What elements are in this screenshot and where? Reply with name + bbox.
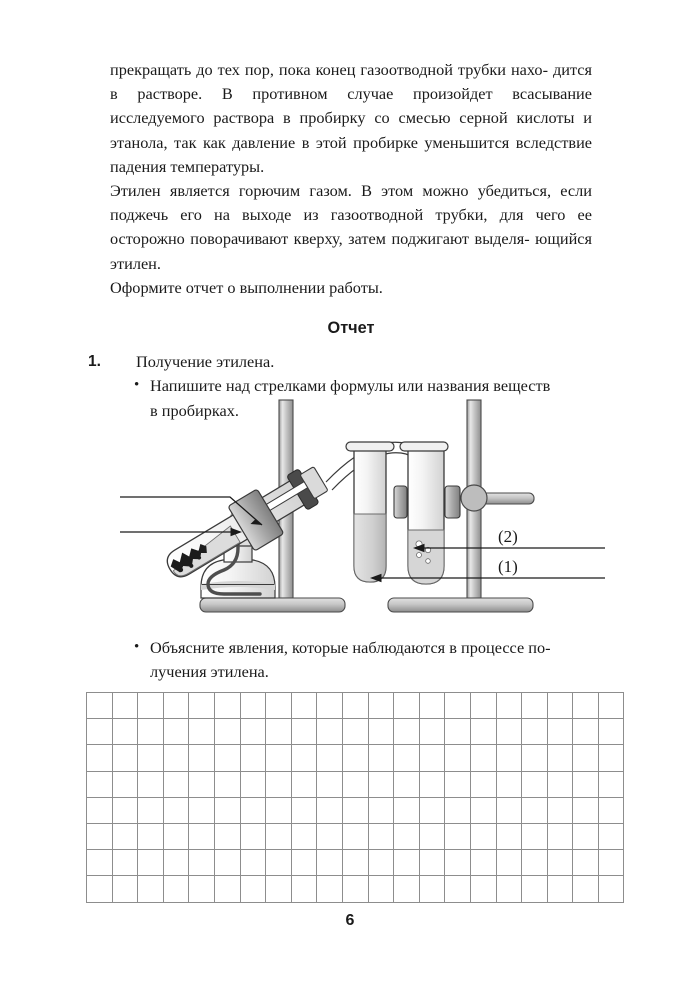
answer-grid-cell[interactable] [112, 693, 138, 719]
answer-grid-cell[interactable] [522, 693, 548, 719]
answer-grid-cell[interactable] [189, 719, 215, 745]
answer-grid-cell[interactable] [163, 693, 189, 719]
answer-grid-cell[interactable] [138, 771, 164, 797]
answer-grid-cell[interactable] [470, 771, 496, 797]
answer-grid-cell[interactable] [317, 823, 343, 849]
answer-grid-cell[interactable] [291, 693, 317, 719]
collection-test-tube [346, 442, 394, 582]
answer-grid-cell[interactable] [240, 745, 266, 771]
answer-grid-cell[interactable] [291, 719, 317, 745]
task-1-bullet-1-line-2: в пробирках. [150, 400, 239, 420]
answer-grid-cell[interactable] [291, 745, 317, 771]
answer-grid-cell[interactable] [445, 797, 471, 823]
answer-grid-row [87, 823, 624, 849]
answer-grid-cell[interactable] [573, 797, 599, 823]
answer-grid-cell[interactable] [496, 850, 522, 876]
answer-grid-cell[interactable] [342, 797, 368, 823]
answer-grid-cell[interactable] [291, 771, 317, 797]
paragraph-1-line-4: и этанола, так как давление в этой пробирке уменьшится [110, 108, 592, 152]
answer-grid-cell[interactable] [163, 797, 189, 823]
answer-grid-cell[interactable] [240, 719, 266, 745]
answer-grid-cell[interactable] [163, 719, 189, 745]
callout-label-1: (1) [498, 557, 518, 576]
paragraph-2-line-4: ющийся этилен. [110, 229, 592, 273]
bullet-marker-icon: • [134, 639, 140, 655]
answer-grid-row [87, 850, 624, 876]
answer-grid-row [87, 745, 624, 771]
answer-grid-wrapper [86, 692, 624, 903]
answer-grid-cell[interactable] [342, 693, 368, 719]
answer-grid-cell[interactable] [112, 823, 138, 849]
answer-grid-cell[interactable] [317, 693, 343, 719]
answer-grid-cell[interactable] [240, 876, 266, 902]
answer-grid-cell[interactable] [266, 823, 292, 849]
answer-grid-cell[interactable] [496, 693, 522, 719]
answer-grid-cell[interactable] [522, 823, 548, 849]
answer-grid-cell[interactable] [138, 823, 164, 849]
answer-grid-cell[interactable] [163, 823, 189, 849]
paragraph-1-line-3: исследуемого раствора в пробирку со смесью серной кислоты [110, 108, 575, 128]
answer-grid-row [87, 719, 624, 745]
clamp-jaw-left [394, 486, 407, 518]
answer-grid-cell[interactable] [573, 719, 599, 745]
answer-grid-cell[interactable] [598, 797, 624, 823]
answer-grid-cell[interactable] [240, 771, 266, 797]
answer-grid-cell[interactable] [522, 850, 548, 876]
task-1-bullet-2-block [110, 636, 602, 684]
answer-grid-cell[interactable] [138, 850, 164, 876]
answer-grid-cell[interactable] [112, 719, 138, 745]
answer-grid-cell[interactable] [394, 850, 420, 876]
answer-grid-cell[interactable] [419, 771, 445, 797]
answer-grid-cell[interactable] [138, 797, 164, 823]
answer-grid-cell[interactable] [189, 876, 215, 902]
answer-grid-cell[interactable] [266, 771, 292, 797]
answer-grid-cell[interactable] [496, 876, 522, 902]
answer-grid-cell[interactable] [342, 876, 368, 902]
answer-grid-cell[interactable] [214, 771, 240, 797]
answer-grid-cell[interactable] [189, 693, 215, 719]
answer-grid-cell[interactable] [163, 850, 189, 876]
answer-grid-cell[interactable] [189, 771, 215, 797]
answer-grid-cell[interactable] [240, 797, 266, 823]
answer-grid-cell[interactable] [87, 745, 113, 771]
answer-grid-cell[interactable] [394, 876, 420, 902]
answer-grid-cell[interactable] [87, 850, 113, 876]
answer-grid-cell[interactable] [87, 693, 113, 719]
answer-grid-cell[interactable] [291, 797, 317, 823]
answer-grid-cell[interactable] [87, 719, 113, 745]
answer-grid-cell[interactable] [598, 719, 624, 745]
answer-grid-cell[interactable] [214, 745, 240, 771]
report-heading: Отчет [327, 319, 375, 338]
answer-grid-cell[interactable] [419, 850, 445, 876]
answer-grid-cell[interactable] [317, 719, 343, 745]
answer-grid-cell[interactable] [445, 693, 471, 719]
answer-grid-cell[interactable] [342, 745, 368, 771]
answer-grid-cell[interactable] [445, 850, 471, 876]
paragraph-2-line-2: если поджечь его на выходе из газоотводной трубки, для чего [110, 181, 592, 225]
answer-grid-cell[interactable] [138, 719, 164, 745]
answer-grid-cell[interactable] [522, 719, 548, 745]
answer-grid-cell[interactable] [470, 797, 496, 823]
answer-grid-cell[interactable] [598, 771, 624, 797]
paragraph-3-line-1: Оформите отчет о выполнении работы. [110, 277, 383, 297]
answer-grid-cell[interactable] [394, 771, 420, 797]
answer-grid-cell[interactable] [573, 876, 599, 902]
answer-grid-cell[interactable] [189, 850, 215, 876]
answer-grid-cell[interactable] [598, 876, 624, 902]
gas-bubble [417, 553, 422, 558]
answer-grid-cell[interactable] [394, 745, 420, 771]
task-1-number: 1. [88, 353, 101, 371]
answer-grid-cell[interactable] [163, 745, 189, 771]
task-1-bullet-2-line-1: Объясните явления, которые наблюдаются в процессе по- [150, 638, 551, 657]
answer-grid-cell[interactable] [445, 771, 471, 797]
answer-grid-cell[interactable] [240, 823, 266, 849]
answer-grid-cell[interactable] [573, 745, 599, 771]
answer-grid-cell[interactable] [189, 823, 215, 849]
answer-grid-cell[interactable] [470, 693, 496, 719]
answer-grid-cell[interactable] [394, 797, 420, 823]
paragraph-2-line-3: ее осторожно поворачивают кверху, затем поджигают выделя- [110, 205, 592, 249]
answer-grid-cell[interactable] [470, 876, 496, 902]
answer-grid-cell[interactable] [112, 771, 138, 797]
answer-grid-cell[interactable] [266, 719, 292, 745]
paragraph-2-line-1: Этилен является горючим газом. В этом можно убедиться, [110, 181, 552, 201]
answer-grid-cell[interactable] [266, 745, 292, 771]
answer-grid-cell[interactable] [138, 876, 164, 902]
answer-grid-cell[interactable] [445, 823, 471, 849]
answer-grid-cell[interactable] [189, 797, 215, 823]
answer-grid-cell[interactable] [87, 797, 113, 823]
answer-grid-cell[interactable] [138, 693, 164, 719]
answer-grid-cell[interactable] [522, 876, 548, 902]
answer-grid-cell[interactable] [266, 693, 292, 719]
answer-grid-cell[interactable] [214, 797, 240, 823]
answer-grid-cell[interactable] [419, 823, 445, 849]
answer-grid-cell[interactable] [394, 823, 420, 849]
reaction-liquid [408, 530, 444, 584]
answer-grid-cell[interactable] [573, 823, 599, 849]
answer-grid-cell[interactable] [112, 876, 138, 902]
answer-grid-cell[interactable] [368, 797, 394, 823]
answer-grid-cell[interactable] [189, 745, 215, 771]
gas-bubble [426, 559, 431, 564]
answer-grid-cell[interactable] [419, 693, 445, 719]
text-body [88, 58, 593, 423]
answer-grid-cell[interactable] [547, 797, 573, 823]
answer-grid-cell[interactable] [342, 771, 368, 797]
answer-grid-cell[interactable] [368, 850, 394, 876]
answer-grid-cell[interactable] [214, 823, 240, 849]
answer-grid-cell[interactable] [214, 719, 240, 745]
answer-grid-cell[interactable] [573, 771, 599, 797]
page-number: 6 [345, 912, 355, 929]
clamp-jaw-right [445, 486, 460, 518]
answer-grid-cell[interactable] [598, 693, 624, 719]
paragraph-3 [110, 276, 592, 300]
answer-grid-row [87, 876, 624, 902]
answer-grid-cell[interactable] [317, 745, 343, 771]
answer-grid-row [87, 771, 624, 797]
bullet-marker-icon: • [134, 377, 140, 394]
answer-grid-cell[interactable] [598, 850, 624, 876]
answer-grid-cell[interactable] [419, 745, 445, 771]
answer-grid-cell[interactable] [496, 797, 522, 823]
answer-grid-cell[interactable] [419, 876, 445, 902]
answer-grid-cell[interactable] [573, 693, 599, 719]
answer-grid-cell[interactable] [470, 719, 496, 745]
answer-grid-cell[interactable] [368, 719, 394, 745]
answer-grid-cell[interactable] [368, 693, 394, 719]
answer-grid-cell[interactable] [573, 850, 599, 876]
answer-grid-cell[interactable] [214, 693, 240, 719]
answer-grid-cell[interactable] [112, 745, 138, 771]
task-1-bullet-1-line-1: Напишите над стрелками формулы или названия веществ [150, 376, 551, 396]
paragraph-1-line-2: дится в растворе. В противном случае произойдет всасывание [110, 60, 593, 104]
answer-grid-cell[interactable] [240, 693, 266, 719]
answer-grid-cell[interactable] [547, 745, 573, 771]
answer-grid-cell[interactable] [368, 771, 394, 797]
answer-grid-cell[interactable] [368, 745, 394, 771]
reaction-test-tube [394, 442, 460, 584]
answer-grid-cell[interactable] [445, 719, 471, 745]
answer-grid-cell[interactable] [496, 745, 522, 771]
answer-grid-cell[interactable] [240, 850, 266, 876]
answer-grid-cell[interactable] [87, 876, 113, 902]
answer-grid-cell[interactable] [547, 850, 573, 876]
answer-grid-cell[interactable] [266, 850, 292, 876]
answer-grid-cell[interactable] [496, 719, 522, 745]
answer-grid-cell[interactable] [547, 719, 573, 745]
answer-grid-cell[interactable] [87, 771, 113, 797]
answer-grid-cell[interactable] [522, 745, 548, 771]
answer-grid-cell[interactable] [291, 876, 317, 902]
answer-grid-cell[interactable] [547, 771, 573, 797]
answer-grid-cell[interactable] [342, 823, 368, 849]
paragraph-1-line-5: вследствие падения температуры. [110, 132, 593, 176]
answer-grid-cell[interactable] [598, 823, 624, 849]
task-1-title: Получение этилена. [136, 352, 275, 372]
answer-grid-row [87, 693, 624, 719]
apparatus-figure [120, 398, 620, 626]
answer-grid-cell[interactable] [522, 771, 548, 797]
answer-grid-cell[interactable] [291, 850, 317, 876]
answer-grid-cell[interactable] [214, 876, 240, 902]
answer-grid-cell[interactable] [394, 693, 420, 719]
answer-grid-cell[interactable] [317, 797, 343, 823]
answer-grid-cell[interactable] [112, 850, 138, 876]
answer-grid-cell[interactable] [419, 719, 445, 745]
answer-grid-cell[interactable] [291, 823, 317, 849]
paragraph-1 [110, 58, 592, 179]
collected-liquid [354, 514, 386, 582]
tube-rim [400, 442, 448, 451]
answer-grid-cell[interactable] [419, 797, 445, 823]
answer-grid-cell[interactable] [317, 876, 343, 902]
answer-grid-row [87, 797, 624, 823]
tube-rim [346, 442, 394, 451]
answer-grid-cell[interactable] [547, 876, 573, 902]
answer-grid-cell[interactable] [266, 876, 292, 902]
answer-grid-cell[interactable] [112, 797, 138, 823]
answer-grid-cell[interactable] [163, 771, 189, 797]
paragraph-2 [110, 179, 592, 276]
boss-head [461, 485, 487, 511]
answer-grid[interactable] [86, 692, 624, 903]
answer-grid-cell[interactable] [394, 719, 420, 745]
task-1-bullet-2 [110, 636, 602, 684]
task-1-bullet-2-line-2: лучения этилена. [150, 662, 269, 682]
answer-grid-cell[interactable] [496, 771, 522, 797]
answer-grid-cell[interactable] [87, 823, 113, 849]
callout-label-2: (2) [498, 527, 518, 546]
answer-grid-cell[interactable] [470, 850, 496, 876]
answer-grid-cell[interactable] [522, 797, 548, 823]
answer-grid-cell[interactable] [138, 745, 164, 771]
answer-grid-cell[interactable] [214, 850, 240, 876]
paragraph-1-line-1: прекращать до тех пор, пока конец газоотводной трубки нахо- [110, 60, 548, 79]
answer-grid-cell[interactable] [470, 823, 496, 849]
answer-grid-cell[interactable] [317, 771, 343, 797]
answer-grid-cell[interactable] [547, 693, 573, 719]
answer-grid-cell[interactable] [598, 745, 624, 771]
answer-grid-cell[interactable] [317, 850, 343, 876]
answer-grid-cell[interactable] [445, 876, 471, 902]
answer-grid-cell[interactable] [470, 745, 496, 771]
answer-grid-cell[interactable] [342, 719, 368, 745]
answer-grid-cell[interactable] [266, 797, 292, 823]
answer-grid-cell[interactable] [368, 876, 394, 902]
answer-grid-cell[interactable] [342, 850, 368, 876]
answer-grid-cell[interactable] [547, 823, 573, 849]
answer-grid-cell[interactable] [445, 745, 471, 771]
answer-grid-cell[interactable] [163, 876, 189, 902]
answer-grid-cell[interactable] [496, 823, 522, 849]
task-1 [88, 350, 592, 374]
answer-grid-cell[interactable] [368, 823, 394, 849]
